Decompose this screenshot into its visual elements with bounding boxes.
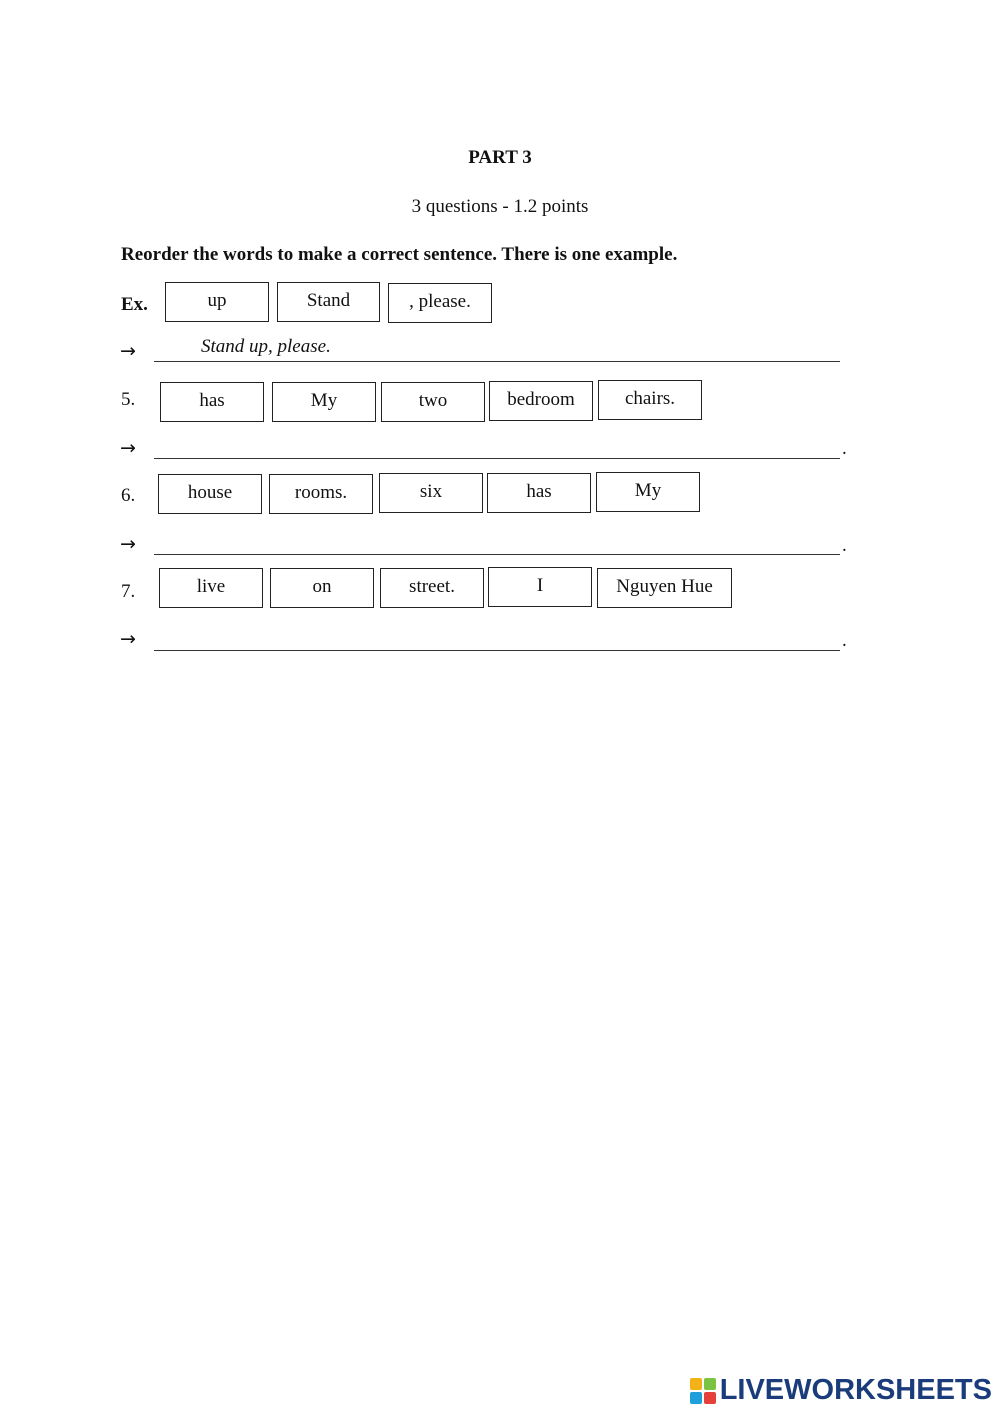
part-title: PART 3 (468, 147, 532, 168)
end-period: . (842, 438, 847, 459)
question-label: 5. (121, 389, 136, 410)
answer-line[interactable] (154, 650, 840, 651)
word-box[interactable]: bedroom (489, 381, 593, 421)
word-box[interactable]: up (165, 282, 269, 322)
arrow-icon: → (120, 437, 136, 459)
word-box[interactable]: Stand (277, 282, 380, 322)
word-box[interactable]: has (160, 382, 264, 422)
logo-text: LIVEWORKSHEETS (719, 1374, 992, 1406)
word-box[interactable]: two (381, 382, 485, 422)
question-label: 7. (121, 581, 136, 602)
word-box[interactable]: has (487, 473, 591, 513)
word-box[interactable]: street. (380, 568, 484, 608)
word-box[interactable]: My (272, 382, 376, 422)
answer-line (154, 361, 840, 362)
part-subtitle: 3 questions - 1.2 points (411, 196, 589, 217)
example-label: Ex. (121, 294, 148, 315)
instruction-text: Reorder the words to make a correct sentence. There is one example. (121, 244, 678, 265)
word-box[interactable]: Nguyen Hue (597, 568, 732, 608)
answer-line[interactable] (154, 554, 840, 555)
word-box[interactable]: , please. (388, 283, 492, 323)
word-box[interactable]: chairs. (598, 380, 702, 420)
end-period: . (842, 630, 847, 651)
liveworksheets-logo (690, 1374, 992, 1407)
word-box[interactable]: My (596, 472, 700, 512)
answer-line[interactable] (154, 458, 840, 459)
example-answer: Stand up, please. (201, 336, 331, 357)
word-box[interactable]: house (158, 474, 262, 514)
logo-mark-icon (690, 1378, 716, 1404)
end-period: . (842, 535, 847, 556)
word-box[interactable]: I (488, 567, 592, 607)
arrow-icon: → (120, 340, 136, 362)
arrow-icon: → (120, 628, 136, 650)
word-box[interactable]: live (159, 568, 263, 608)
word-box[interactable]: rooms. (269, 474, 373, 514)
arrow-icon: → (120, 533, 136, 555)
question-label: 6. (121, 485, 136, 506)
word-box[interactable]: on (270, 568, 374, 608)
word-box[interactable]: six (379, 473, 483, 513)
